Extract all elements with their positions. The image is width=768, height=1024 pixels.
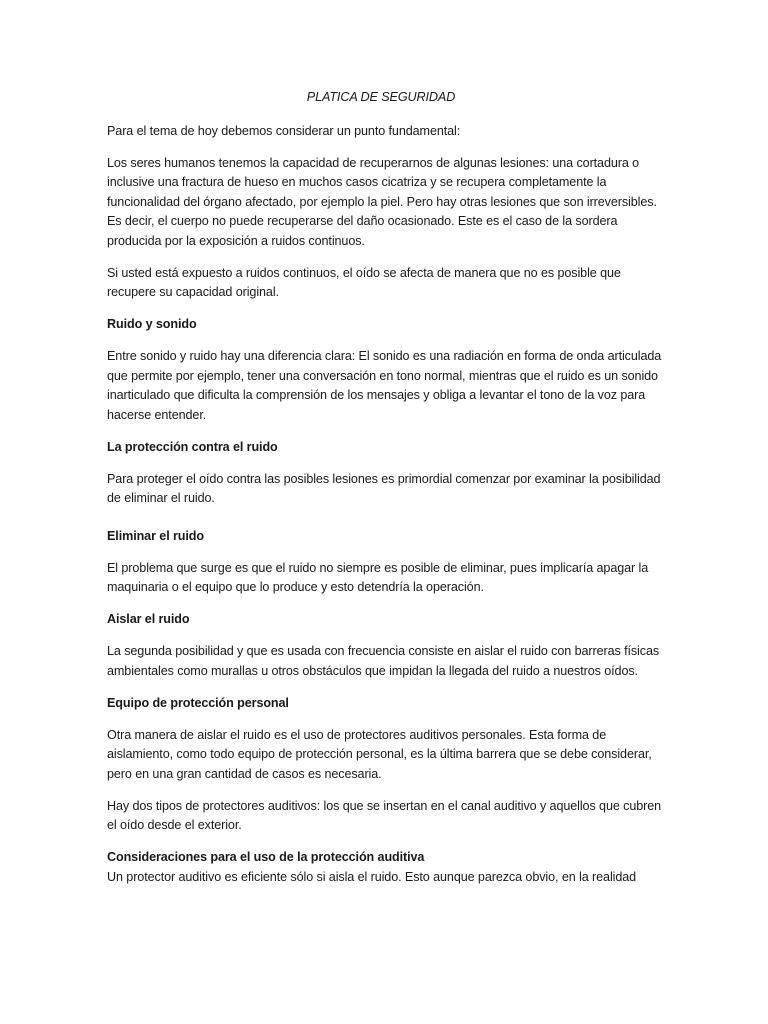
body-paragraph: La segunda posibilidad y que es usada con frecuencia consiste en aislar el ruido con barreras físicas ambientales como murallas u otros obstáculos que impidan la llegada del ruido a nuestros oídos. — [107, 644, 660, 678]
body-paragraph: Los seres humanos tenemos la capacidad de recuperarnos de algunas lesiones: una cortadura o inclusive una fractura de hueso en muchos casos cicatriza y se recupera completamente la funcionalidad del órgano afectado, por ejemplo la piel. Pero hay otras lesiones que son irreversibles. Es decir, el cuerpo no puede recuperarse del daño ocasionado. Este es el caso de la sordera producida por la exposición a ruidos continuos. — [107, 155, 657, 248]
section-heading-eliminar: Eliminar el ruido — [107, 528, 204, 543]
body-paragraph: Hay dos tipos de protectores auditivos: los que se insertan en el canal auditivo y aquellos que cubren el oído desde el exterior. — [107, 798, 662, 832]
document-title: PLATICA DE SEGURIDAD — [306, 90, 456, 104]
section-heading-proteccion: La protección contra el ruido — [107, 439, 278, 454]
body-paragraph: Entre sonido y ruido hay una diferencia clara: El sonido es una radiación en forma de onda articulada que permite por ejemplo, tener una conversación en tono normal, mientras que el ruido es un sonido inarticulado que dificulta la comprensión de los mensajes y obliga a levantar el tono de la voz para hacerse entender. — [107, 349, 662, 422]
body-paragraph: El problema que surge es que el ruido no siempre es posible de eliminar, pues implicaría apagar la maquinaria o el equipo que lo produce y esto detendría la operación. — [107, 560, 649, 594]
section-heading-consideraciones: Consideraciones para el uso de la protección auditiva — [107, 850, 425, 864]
intro-paragraph: Para el tema de hoy debemos considerar un punto fundamental: — [107, 123, 461, 138]
body-paragraph: Un protector auditivo es eficiente sólo si aisla el ruido. Esto aunque parezca obvio, en la realidad — [107, 869, 637, 884]
body-paragraph: Otra manera de aislar el ruido es el uso de protectores auditivos personales. Esta forma de aislamiento, como todo equipo de protección personal, es la última barrera que se debe considerar, pero en una gran cantidad de casos es necesaria. — [107, 727, 652, 781]
section-heading-ruido-sonido: Ruido y sonido — [107, 317, 197, 331]
document-body — [107, 88, 667, 900]
section-heading-equipo: Equipo de protección personal — [107, 695, 289, 710]
body-paragraph: Si usted está expuesto a ruidos continuos, el oído se afecta de manera que no es posible que recupere su capacidad original. — [107, 265, 621, 299]
section-heading-aislar: Aislar el ruido — [107, 612, 190, 626]
body-paragraph: Para proteger el oído contra las posibles lesiones es primordial comenzar por examinar la posibilidad de eliminar el ruido. — [107, 471, 661, 505]
